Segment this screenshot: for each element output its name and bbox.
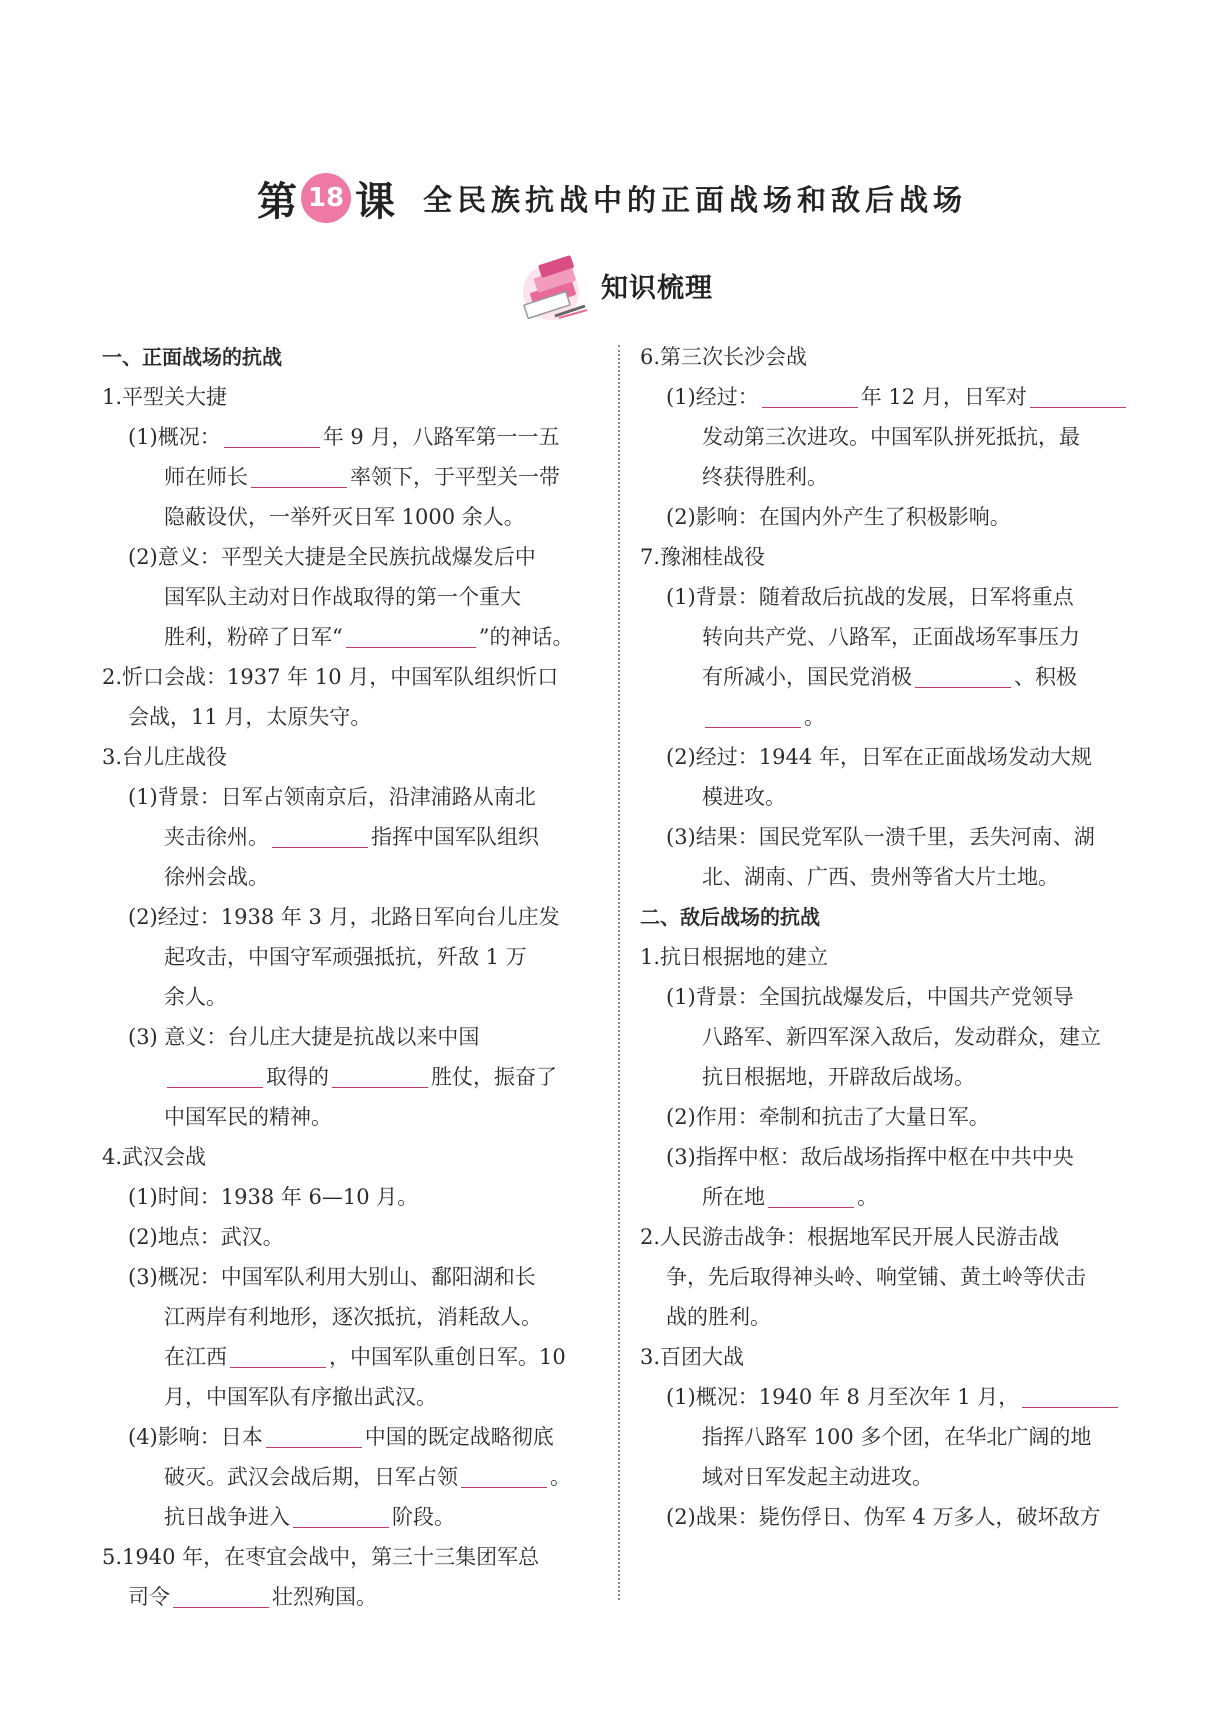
text-line: 会战，11 月，太原失守。 <box>128 705 372 729</box>
text-line: 抗日战争进入 阶段。 <box>102 1497 594 1537</box>
lesson-suffix: 课 <box>354 177 395 225</box>
answer-blank[interactable] <box>251 461 347 488</box>
text-line: (2)经过：1944 年，日军在正面战场发动大规 <box>666 745 1092 769</box>
topic-heading: 1.平型关大捷 <box>102 385 228 409</box>
answer-blank[interactable] <box>768 1181 854 1208</box>
text-line: (2)意义：平型关大捷是全民族抗战爆发后中 <box>128 545 536 569</box>
text-line: 2.忻口会战：1937 年 10 月，中国军队组织忻口 <box>102 665 559 689</box>
topic-heading: 1.抗日根据地的建立 <box>640 945 829 969</box>
text-line: 5.1940 年，在枣宜会战中，第三十三集团军总 <box>102 1545 540 1569</box>
text-line: 破灭。武汉会战后期，日军占领 。 <box>102 1457 594 1497</box>
text-line: 模进攻。 <box>702 785 786 809</box>
section-title: 知识梳理 <box>601 272 713 304</box>
text-line: 月，中国军队有序撤出武汉。 <box>164 1385 437 1409</box>
text-line: 夹击徐州。 指挥中国军队组织 <box>102 817 594 857</box>
answer-blank[interactable] <box>332 1061 428 1088</box>
text-line: 2.人民游击战争：根据地军民开展人民游击战 <box>640 1225 1060 1249</box>
text-line: 争，先后取得神头岭、响堂铺、黄土岭等伏击 <box>666 1265 1086 1289</box>
text-line: (3)结果：国民党军队一溃千里，丢失河南、湖 <box>666 825 1095 849</box>
text-line: (1)背景：随着敌后抗战的发展，日军将重点 <box>666 585 1074 609</box>
text-line: 域对日军发起主动进攻。 <box>702 1465 933 1489</box>
topic-heading: 3.台儿庄战役 <box>102 745 228 769</box>
right-column <box>640 337 1136 1537</box>
text-line: (1)背景：日军占领南京后，沿津浦路从南北 <box>128 785 536 809</box>
answer-blank[interactable] <box>461 1461 547 1488</box>
text-line: (2)作用：牵制和抗击了大量日军。 <box>666 1105 990 1129</box>
text-line: (2)影响：在国内外产生了积极影响。 <box>666 505 1011 529</box>
text-line: 江两岸有利地形，逐次抵抗，消耗敌人。 <box>164 1305 542 1329</box>
answer-blank[interactable] <box>346 621 476 648</box>
lesson-title-bar <box>0 168 1224 228</box>
text-line: (3) 意义：台儿庄大捷是抗战以来中国 <box>128 1025 480 1049</box>
text-line: (2)战果：毙伤俘日、伪军 4 万多人，破坏敌方 <box>666 1505 1101 1529</box>
text-line: 在江西 ，中国军队重创日军。10 <box>102 1337 594 1377</box>
text-line: 师在师长 率领下，于平型关一带 <box>102 457 594 497</box>
text-line: 徐州会战。 <box>164 865 269 889</box>
text-line: 转向共产党、八路军，正面战场军事压力 <box>702 625 1080 649</box>
text-line: 司令 壮烈殉国。 <box>102 1577 594 1617</box>
answer-blank[interactable] <box>224 421 320 448</box>
answer-blank[interactable] <box>167 1061 263 1088</box>
answer-blank[interactable] <box>762 381 858 408</box>
topic-heading: 3.百团大战 <box>640 1345 745 1369</box>
text-line: 隐蔽设伏，一举歼灭日军 1000 余人。 <box>164 505 525 529</box>
text-line: 发动第三次进攻。中国军队拼死抵抗，最 <box>702 425 1080 449</box>
text-line: 北、湖南、广西、贵州等省大片土地。 <box>702 865 1059 889</box>
text-line: 。 <box>640 697 1136 737</box>
answer-blank[interactable] <box>230 1341 326 1368</box>
books-icon <box>515 250 593 320</box>
text-line: 中国军民的精神。 <box>164 1105 332 1129</box>
text-line: (2)经过：1938 年 3 月，北路日军向台儿庄发 <box>128 905 560 929</box>
text-line: 起攻击，中国守军顽强抵抗，歼敌 1 万 <box>164 945 527 969</box>
column-divider <box>618 345 620 1600</box>
text-line: (4)影响：日本 中国的既定战略彻底 <box>102 1417 594 1457</box>
topic-heading: 6.第三次长沙会战 <box>640 345 808 369</box>
text-line: 战的胜利。 <box>666 1305 771 1329</box>
text-line: 终获得胜利。 <box>702 465 828 489</box>
text-line: 取得的 胜仗，振奋了 <box>102 1057 594 1097</box>
answer-blank[interactable] <box>293 1501 389 1528</box>
text-line: (2)地点：武汉。 <box>128 1225 284 1249</box>
lesson-number-badge: 18 <box>301 173 351 223</box>
text-line: 胜利，粉碎了日军“ ”的神话。 <box>102 617 594 657</box>
left-column <box>102 337 594 1617</box>
text-line: 指挥八路军 100 多个团，在华北广阔的地 <box>702 1425 1092 1449</box>
text-line: (1)概况：1940 年 8 月至次年 1 月， <box>640 1377 1136 1417</box>
answer-blank[interactable] <box>272 821 368 848</box>
text-line: 所在地 。 <box>640 1177 1136 1217</box>
text-line: (1)背景：全国抗战爆发后，中国共产党领导 <box>666 985 1074 1009</box>
section-heading: 二、敌后战场的抗战 <box>640 905 820 929</box>
text-line: (3)概况：中国军队利用大别山、鄱阳湖和长 <box>128 1265 536 1289</box>
answer-blank[interactable] <box>173 1581 269 1608</box>
text-line: (3)指挥中枢：敌后战场指挥中枢在中共中央 <box>666 1145 1074 1169</box>
section-heading: 一、正面战场的抗战 <box>102 345 282 369</box>
text-line: 国军队主动对日作战取得的第一个重大 <box>164 585 521 609</box>
topic-heading: 7.豫湘桂战役 <box>640 545 766 569</box>
text-line: 抗日根据地，开辟敌后战场。 <box>702 1065 975 1089</box>
text-line: (1)经过： 年 12 月，日军对 <box>640 377 1136 417</box>
answer-blank[interactable] <box>915 661 1011 688</box>
answer-blank[interactable] <box>1022 1381 1118 1408</box>
answer-blank[interactable] <box>705 701 801 728</box>
text-line: (1)概况： 年 9 月，八路军第一一五 <box>102 417 594 457</box>
answer-blank[interactable] <box>1030 381 1126 408</box>
section-header <box>515 250 713 320</box>
text-line: 余人。 <box>164 985 227 1009</box>
text-line: 有所减小，国民党消极 、积极 <box>640 657 1136 697</box>
lesson-prefix: 第 <box>256 177 297 225</box>
lesson-title: 全民族抗战中的正面战场和敌后战场 <box>422 182 967 217</box>
topic-heading: 4.武汉会战 <box>102 1145 207 1169</box>
answer-blank[interactable] <box>266 1421 362 1448</box>
text-line: (1)时间：1938 年 6—10 月。 <box>128 1185 419 1209</box>
text-line: 八路军、新四军深入敌后，发动群众，建立 <box>702 1025 1101 1049</box>
